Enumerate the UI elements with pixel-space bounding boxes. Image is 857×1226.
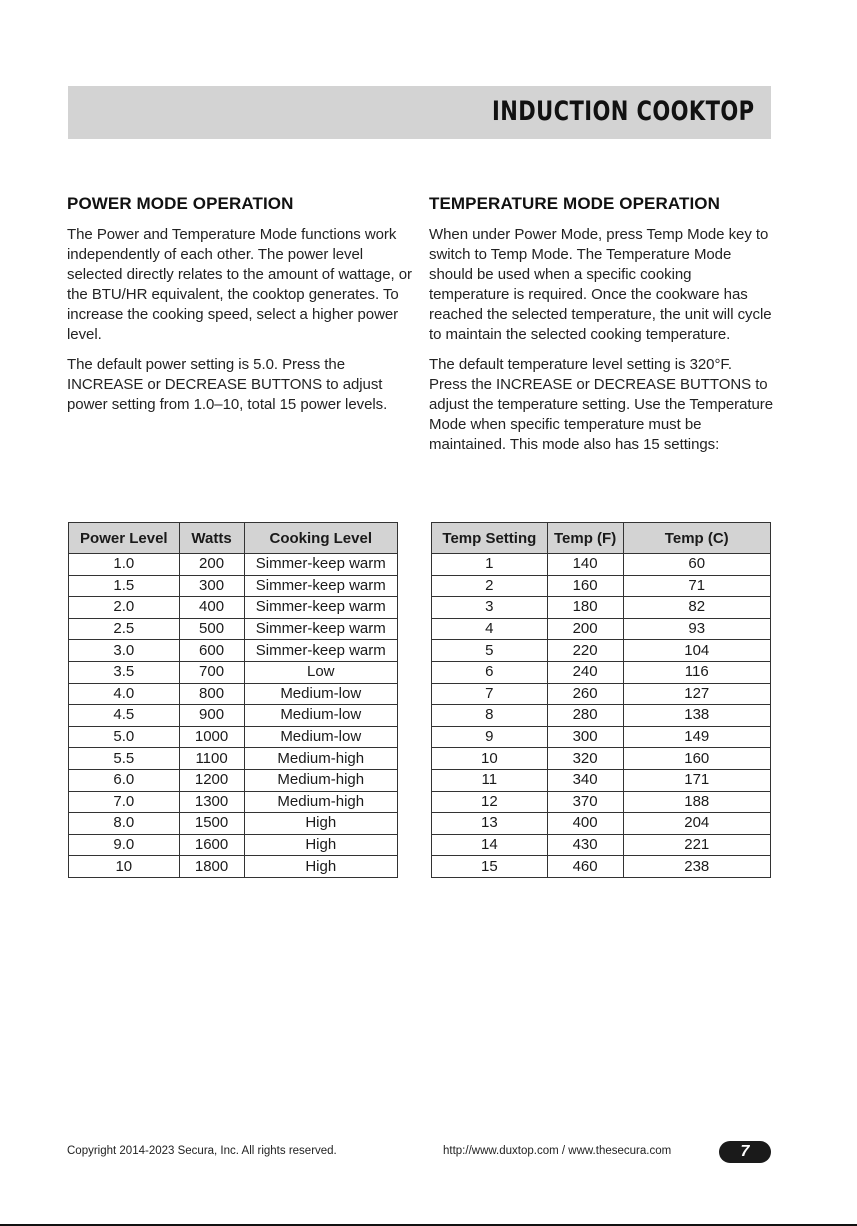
table-row (432, 597, 771, 619)
table-cell: 400 (179, 597, 244, 619)
table-cell: 11 (432, 769, 548, 791)
table-cell: 200 (179, 554, 244, 576)
column-header: Temp (F) (547, 523, 623, 554)
column-header: Watts (179, 523, 244, 554)
temp-mode-paragraph: When under Power Mode, press Temp Mode key to switch to Temp Mode. The Temperature Mode should be used when a specific cooking temperature is required. Once the cookware has reached the selected temperature, the unit will cycle to maintain the selected cooking temperature. (429, 226, 772, 343)
table-cell: 220 (547, 640, 623, 662)
table-row (69, 661, 398, 683)
column-header: Cooking Level (244, 523, 398, 554)
table-cell: 3.0 (69, 640, 180, 662)
table-cell: 9.0 (69, 834, 180, 856)
table-cell: 4.5 (69, 705, 180, 727)
table-cell: Simmer-keep warm (244, 597, 398, 619)
power-mode-heading: POWER MODE OPERATION (67, 194, 294, 213)
table-cell: 600 (179, 640, 244, 662)
table-cell: Medium-high (244, 791, 398, 813)
table-cell: 1800 (179, 856, 244, 878)
table-row (432, 834, 771, 856)
table-row (69, 618, 398, 640)
table-cell: High (244, 856, 398, 878)
table-cell: 700 (179, 661, 244, 683)
table-cell: Simmer-keep warm (244, 618, 398, 640)
table-row (432, 791, 771, 813)
table-cell: 149 (623, 726, 771, 748)
table-cell: 180 (547, 597, 623, 619)
table-cell: 116 (623, 661, 771, 683)
table-cell: 93 (623, 618, 771, 640)
table-cell: Simmer-keep warm (244, 575, 398, 597)
power-level-table (68, 522, 398, 878)
table-cell: 320 (547, 748, 623, 770)
table-cell: 1200 (179, 769, 244, 791)
table-row (69, 683, 398, 705)
table-cell: Simmer-keep warm (244, 554, 398, 576)
table-cell: Low (244, 661, 398, 683)
table-cell: 800 (179, 683, 244, 705)
table-cell: 280 (547, 705, 623, 727)
table-cell: 500 (179, 618, 244, 640)
table-cell: High (244, 834, 398, 856)
copyright-notice: Copyright 2014-2023 Secura, Inc. All rights reserved. (67, 1145, 337, 1157)
table-cell: 8.0 (69, 813, 180, 835)
table-cell: 127 (623, 683, 771, 705)
table-cell: Medium-low (244, 683, 398, 705)
table-cell: 5 (432, 640, 548, 662)
table-cell: 4.0 (69, 683, 180, 705)
table-cell: 160 (623, 748, 771, 770)
table-row (69, 554, 398, 576)
table-header-row (69, 523, 398, 554)
table-cell: 104 (623, 640, 771, 662)
table-row (69, 769, 398, 791)
table-cell: 1000 (179, 726, 244, 748)
table-row (69, 640, 398, 662)
table-row (432, 705, 771, 727)
table-row (432, 640, 771, 662)
temp-mode-paragraph: The default temperature level setting is 320°F. Press the INCREASE or DECREASE BUTTONS to adjust the temperature setting. Use the Temperature Mode when specific temperature must be maintained. This mode also has 15 settings: (429, 356, 774, 453)
table-row (69, 575, 398, 597)
website-url: http://www.duxtop.com / www.thesecura.com (443, 1145, 672, 1157)
table-cell: Medium-high (244, 748, 398, 770)
table-cell: 138 (623, 705, 771, 727)
temperature-table (431, 522, 771, 878)
table-cell: 1.0 (69, 554, 180, 576)
table-cell: 460 (547, 856, 623, 878)
table-row (432, 769, 771, 791)
table-cell: 430 (547, 834, 623, 856)
table-row (69, 813, 398, 835)
table-cell: Medium-high (244, 769, 398, 791)
table-row (69, 597, 398, 619)
table-cell: 4 (432, 618, 548, 640)
table-row (69, 748, 398, 770)
table-row (432, 748, 771, 770)
column-header: Temp Setting (432, 523, 548, 554)
table-cell: 5.5 (69, 748, 180, 770)
table-row (432, 813, 771, 835)
table-cell: 7.0 (69, 791, 180, 813)
table-cell: 204 (623, 813, 771, 835)
table-cell: 12 (432, 791, 548, 813)
table-cell: 370 (547, 791, 623, 813)
table-cell: 6.0 (69, 769, 180, 791)
table-cell: 15 (432, 856, 548, 878)
table-cell: 14 (432, 834, 548, 856)
header-bar (68, 86, 771, 139)
table-row (69, 726, 398, 748)
table-cell: High (244, 813, 398, 835)
table-cell: 1100 (179, 748, 244, 770)
table-cell: 300 (179, 575, 244, 597)
table-row (69, 856, 398, 878)
power-mode-paragraph: The default power setting is 5.0. Press the INCREASE or DECREASE BUTTONS to adjust power setting from 1.0–10, total 15 power levels. (67, 356, 388, 413)
table-cell: 3.5 (69, 661, 180, 683)
table-row (69, 705, 398, 727)
table-cell: 5.0 (69, 726, 180, 748)
table-row (432, 856, 771, 878)
table-row (432, 575, 771, 597)
table-cell: 300 (547, 726, 623, 748)
table-cell: 340 (547, 769, 623, 791)
table-cell: 140 (547, 554, 623, 576)
table-cell: 400 (547, 813, 623, 835)
table-cell: 900 (179, 705, 244, 727)
table-cell: 1600 (179, 834, 244, 856)
table-cell: 1.5 (69, 575, 180, 597)
table-cell: 221 (623, 834, 771, 856)
column-header: Power Level (69, 523, 180, 554)
table-row (432, 618, 771, 640)
table-cell: Medium-low (244, 705, 398, 727)
table-row (69, 791, 398, 813)
page-title: INDUCTION COOKTOP (492, 96, 755, 127)
table-header-row (432, 523, 771, 554)
table-row (432, 554, 771, 576)
power-mode-section (67, 194, 412, 425)
table-cell: 8 (432, 705, 548, 727)
table-cell: 6 (432, 661, 548, 683)
table-row (432, 683, 771, 705)
table-cell: 10 (432, 748, 548, 770)
table-cell: 260 (547, 683, 623, 705)
column-header: Temp (C) (623, 523, 771, 554)
table-cell: 1300 (179, 791, 244, 813)
table-cell: 71 (623, 575, 771, 597)
table-row (69, 834, 398, 856)
temp-mode-section (429, 194, 774, 465)
power-mode-paragraph: The Power and Temperature Mode functions work independently of each other. The power level selected directly relates to the amount of wattage, or the BTU/HR equivalent, the cooktop generates. To increase the cooking speed, select a higher power level. (67, 226, 412, 343)
table-cell: 188 (623, 791, 771, 813)
page-number-badge: 7 (719, 1141, 771, 1163)
table-cell: 7 (432, 683, 548, 705)
table-row (432, 661, 771, 683)
table-cell: 2 (432, 575, 548, 597)
table-cell: 200 (547, 618, 623, 640)
table-cell: 3 (432, 597, 548, 619)
table-cell: 2.5 (69, 618, 180, 640)
table-cell: Simmer-keep warm (244, 640, 398, 662)
temp-mode-heading: TEMPERATURE MODE OPERATION (429, 194, 720, 213)
table-cell: 1 (432, 554, 548, 576)
table-cell: 9 (432, 726, 548, 748)
table-cell: 171 (623, 769, 771, 791)
table-cell: 60 (623, 554, 771, 576)
table-cell: Medium-low (244, 726, 398, 748)
table-cell: 13 (432, 813, 548, 835)
table-row (432, 726, 771, 748)
table-cell: 82 (623, 597, 771, 619)
table-cell: 160 (547, 575, 623, 597)
table-cell: 2.0 (69, 597, 180, 619)
table-cell: 1500 (179, 813, 244, 835)
table-cell: 238 (623, 856, 771, 878)
table-cell: 10 (69, 856, 180, 878)
table-cell: 240 (547, 661, 623, 683)
